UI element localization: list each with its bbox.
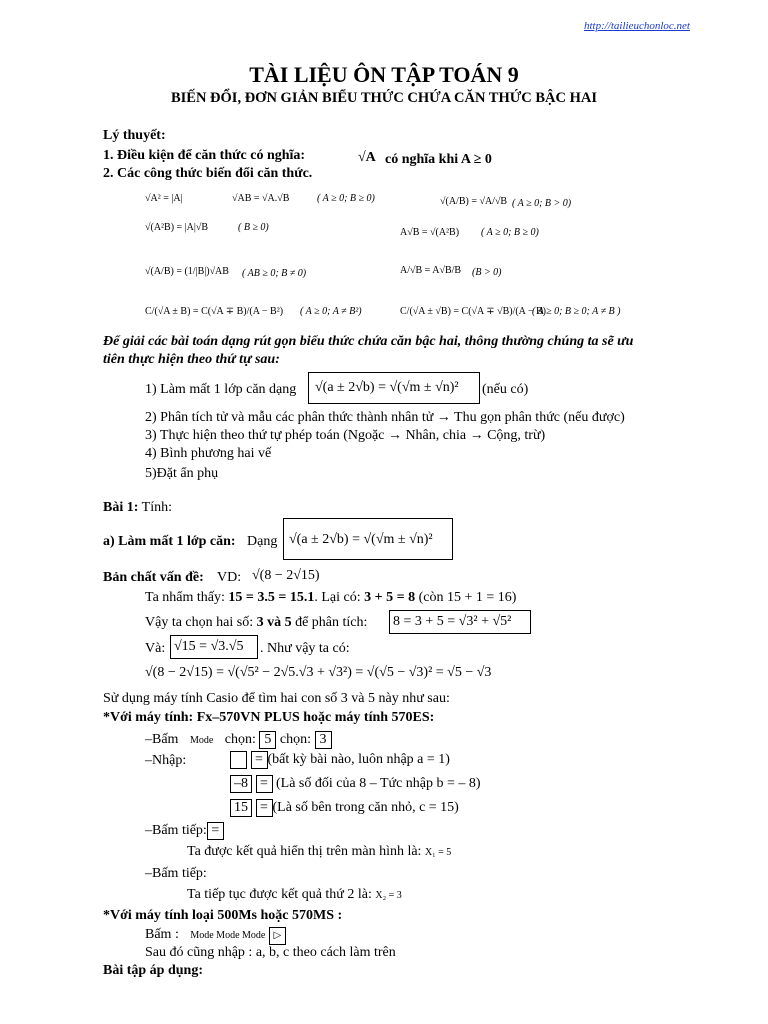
bai1-text: Tính: — [141, 500, 172, 515]
step-1-text: 1) Làm mất 1 lớp căn dạng — [145, 382, 297, 397]
formula-7-condition: (B > 0) — [472, 267, 502, 278]
theory-heading: Lý thuyết: — [103, 128, 166, 143]
theory-item1-cond: có nghĩa khi A ≥ 0 — [385, 152, 492, 167]
key-5: 5 — [259, 731, 276, 749]
step-3: 3) Thực hiện theo thứ tự phép toán (Ngoặc → Nhân, chia → Cộng, trừ) — [145, 428, 546, 443]
formula-3-condition: ( A ≥ 0; B > 0) — [512, 198, 572, 209]
formula-1: √A² = |A| — [145, 193, 183, 204]
key-equals-1: = — [251, 751, 268, 769]
bam-row — [145, 731, 332, 749]
nham-text-2: . Lại có: — [314, 590, 361, 605]
ms-bam-row — [145, 927, 286, 945]
kq-1-row — [187, 844, 451, 860]
va-text-2: . Như vậy ta có: — [260, 641, 350, 656]
document-subtitle: BIẾN ĐỔI, ĐƠN GIẢN BIỂU THỨC CHỨA CĂN THỨC BẬC HAI — [170, 90, 598, 106]
nhap-row-1 — [230, 751, 450, 769]
bai1-a-dang: Dạng — [247, 534, 278, 549]
bam-label: –Bấm — [145, 732, 179, 747]
nhap-3-note: (Là số bên trong căn nhỏ, c = 15) — [272, 800, 459, 815]
bam-chon-2: chọn: — [279, 732, 312, 747]
document-title: TÀI LIỆU ÔN TẬP TOÁN 9 — [249, 62, 519, 87]
formula-8-condition: ( A ≥ 0; A ≠ B²) — [300, 306, 362, 317]
nham-line — [145, 590, 516, 606]
bai1-a-formula: √(a ± 2√b) = √(√m ± √n)² — [289, 532, 433, 547]
result-expression: √(8 − 2√15) = √(√5² − 2√5.√3 + √3²) = √(√5 − √3)² = √5 − √3 — [145, 665, 492, 680]
kq-1-text: Ta được kết quả hiển thị trên màn hình là: — [187, 844, 422, 859]
bam-tiep-1-label: –Bấm tiếp: — [145, 823, 207, 838]
step-1-note: (nếu có) — [482, 382, 529, 397]
key-equals-2: = — [256, 775, 273, 793]
formula-6: √(A/B) = (1/|B|)√AB — [145, 266, 229, 277]
step-1-formula-box — [308, 372, 480, 404]
formula-4: √(A²B) = |A|√B — [145, 222, 209, 233]
bam-mode-key: Mode — [189, 735, 214, 746]
casio-line: Sử dụng máy tính Casio để tìm hai con số 3 và 5 này như sau: — [103, 691, 450, 706]
chon-text-2: để phân tích: — [295, 615, 368, 630]
theory-item1-expr: √A — [358, 150, 376, 165]
ms-arrow-key: ▷ — [269, 927, 286, 945]
banchat-label: Bản chất vấn đề: — [103, 570, 204, 585]
nhap-row-3 — [230, 799, 459, 817]
formula-7: A/√B = A√B/B — [400, 265, 462, 276]
formula-2-condition: ( A ≥ 0; B ≥ 0) — [317, 193, 375, 204]
chon-bold: 3 và 5 — [256, 615, 292, 630]
step-4: 4) Bình phương hai vế — [145, 446, 272, 461]
key-15: 15 — [230, 799, 252, 817]
intro-line-2: tiên thực hiện theo thứ tự sau: — [103, 352, 280, 367]
va-text: Và: — [145, 641, 166, 656]
kq-2-row — [187, 887, 402, 903]
nhap-row-2 — [230, 775, 481, 793]
formula-8: C/(√A ± B) = C(√A ∓ B)/(A − B²) — [145, 306, 284, 317]
ms-after: Sau đó cũng nhập : a, b, c theo cách làm trên — [145, 945, 396, 960]
chon-box — [389, 610, 531, 634]
formula-9: C/(√A ± √B) = C(√A ∓ √B)/(A − B) — [400, 306, 546, 317]
formula-6-condition: ( AB ≥ 0; B ≠ 0) — [242, 268, 307, 279]
chon-line — [145, 615, 367, 631]
key-equals-3: = — [256, 799, 273, 817]
kq-1-value: X₁ = 5 — [424, 847, 452, 858]
kq-2-value: X₂ = 3 — [375, 890, 402, 901]
source-link[interactable]: http://tailieuchonloc.net — [583, 20, 690, 32]
chon-text-1: Vậy ta chọn hai số: — [145, 615, 254, 630]
bai-tap-heading: Bài tập áp dụng: — [103, 963, 203, 978]
theory-item1-label: 1. Điều kiện để căn thức có nghĩa: — [103, 148, 306, 163]
va-box — [170, 635, 258, 659]
step-1-formula: √(a ± 2√b) = √(√m ± √n)² — [315, 380, 459, 395]
banchat-vd: VD: — [217, 570, 242, 585]
bai1-a-formula-box — [283, 518, 453, 560]
nhap-label: –Nhập: — [145, 753, 187, 768]
nham-bold-2: 3 + 5 = 8 — [364, 590, 416, 605]
key-minus-8: –8 — [230, 775, 252, 793]
formula-9-condition: ( A ≥ 0; B ≥ 0; A ≠ B ) — [532, 306, 621, 317]
nhap-1-note: (bất kỳ bài nào, luôn nhập a = 1) — [267, 752, 450, 767]
bai1-heading — [103, 500, 172, 516]
fx570-heading: *Với máy tính: Fx–570VN PLUS hoặc máy tính 570ES: — [103, 710, 435, 725]
bai1-a-label: a) Làm mất 1 lớp căn: — [103, 534, 236, 549]
ms-bam-label: Bấm : — [145, 927, 179, 942]
formula-4-condition: ( B ≥ 0) — [238, 222, 269, 233]
nham-bold-1: 15 = 3.5 = 15.1 — [228, 590, 315, 605]
bam-tiep-2-label: –Bấm tiếp: — [145, 866, 207, 881]
formula-5-condition: ( A ≥ 0; B ≥ 0) — [481, 227, 539, 238]
formula-2: √AB = √A.√B — [232, 193, 290, 204]
chon-box-text: 8 = 3 + 5 = √3² + √5² — [393, 614, 512, 629]
key-3: 3 — [315, 731, 332, 749]
formula-3: √(A/B) = √A/√B — [440, 196, 508, 207]
key-1: 1 — [230, 751, 247, 769]
ms-mode-keys: Mode Mode Mode — [190, 930, 266, 941]
step-5: 5)Đặt ẩn phụ — [145, 466, 219, 481]
nham-text-3: (còn 15 + 1 = 16) — [418, 590, 517, 605]
va-box-text: √15 = √3.√5 — [174, 639, 244, 654]
step-2: 2) Phân tích tử và mẫu các phân thức thành nhân tử → Thu gọn phân thức (nếu được) — [145, 410, 625, 425]
bam-chon-1: chọn: — [224, 732, 256, 747]
nhap-2-note: (Là số đối của 8 – Tức nhập b = – 8) — [276, 776, 481, 791]
banchat-expression: √(8 − 2√15) — [252, 568, 320, 583]
key-equals-4: = — [207, 822, 224, 840]
ms-heading: *Với máy tính loại 500Ms hoặc 570MS : — [103, 908, 343, 923]
nham-text-1: Ta nhẩm thấy: — [145, 590, 225, 605]
intro-line-1: Để giải các bài toán dạng rút gọn biểu thức chứa căn bậc hai, thông thường chúng ta sẽ ưu — [103, 334, 634, 349]
bai1-label: Bài 1: — [103, 500, 139, 515]
formula-5: A√B = √(A²B) — [400, 227, 460, 238]
bam-tiep-1-row — [145, 822, 224, 840]
kq-2-text: Ta tiếp tục được kết quả thứ 2 là: — [187, 887, 372, 902]
theory-item2-label: 2. Các công thức biến đổi căn thức. — [103, 166, 313, 181]
